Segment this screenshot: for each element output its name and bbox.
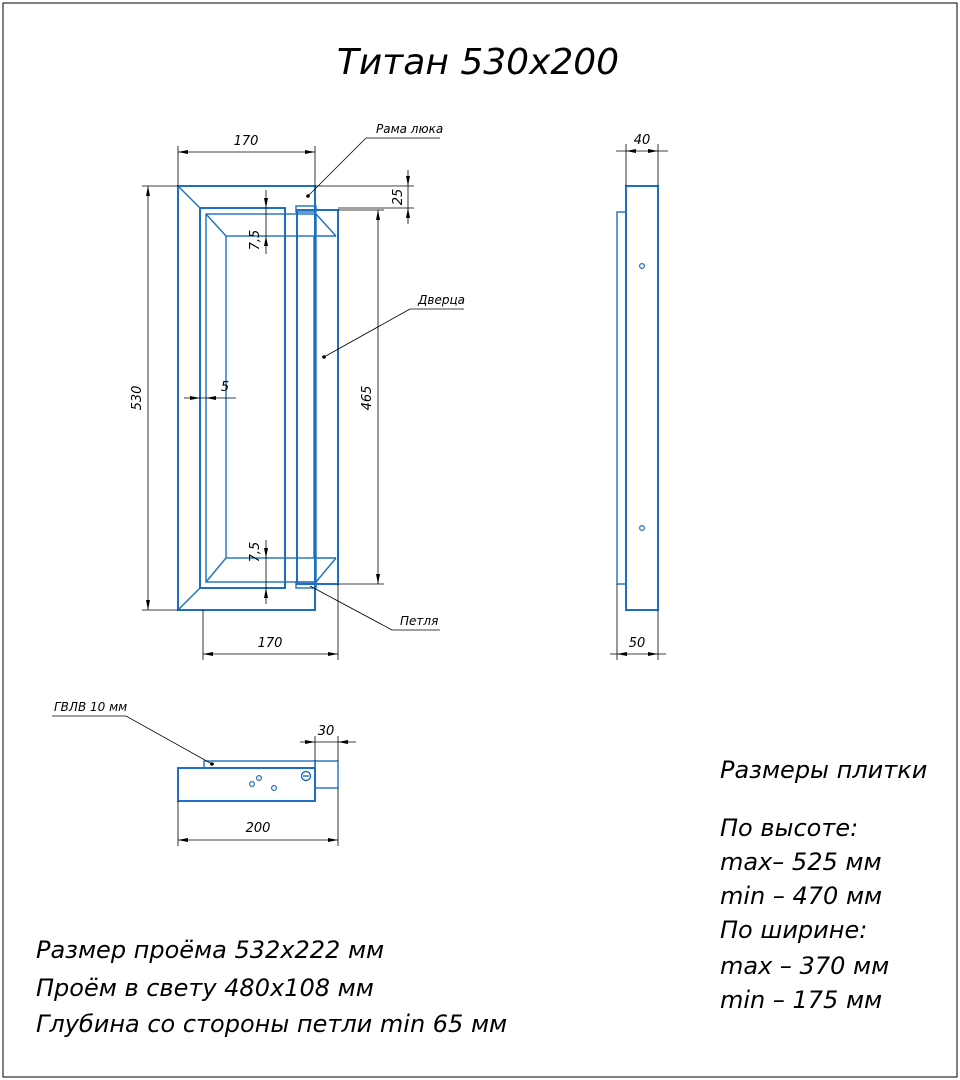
callout-frame: Рама люка	[376, 122, 444, 136]
dim-top-gap: 25	[391, 188, 406, 206]
tile-heading: Размеры плитки	[720, 756, 928, 784]
tile-height-label: По высоте:	[720, 814, 859, 842]
drawing-title: Титан 530х200	[336, 42, 620, 83]
dim-plan-flange: 30	[317, 724, 335, 739]
tile-width-max: max – 370 мм	[720, 952, 890, 980]
plan-body	[178, 768, 315, 801]
plan-view	[52, 700, 356, 846]
plan-flange	[315, 761, 338, 788]
dim-inner-height: 465	[360, 385, 375, 411]
tile-height-min: min – 470 мм	[720, 882, 883, 910]
dim-side-depth-top: 40	[633, 133, 651, 148]
side-screw-top	[640, 264, 645, 269]
side-flange	[617, 212, 626, 584]
side-view	[610, 133, 668, 660]
tile-height-max: max– 525 мм	[720, 848, 882, 876]
plan-gvl-layer	[204, 761, 315, 768]
notes	[36, 936, 507, 1038]
callout-gvl: ГВЛВ 10 мм	[54, 700, 128, 714]
dim-height: 530	[130, 385, 145, 411]
tile-sizes	[720, 756, 927, 1014]
side-screw-bottom	[640, 526, 645, 531]
side-body	[626, 186, 658, 610]
note-depth: Глубина со стороны петли min 65 мм	[36, 1010, 508, 1038]
tile-width-label: По ширине:	[720, 916, 868, 944]
tile-width-min: min – 175 мм	[720, 986, 883, 1014]
callout-door: Дверца	[418, 293, 465, 307]
callout-hinge: Петля	[400, 614, 439, 628]
dim-bottom-width: 170	[257, 636, 283, 651]
front-view	[130, 122, 465, 660]
dim-top-width: 170	[233, 134, 259, 149]
note-opening: Размер проёма 532х222 мм	[36, 936, 385, 964]
dim-inner-bottom: 7,5	[248, 541, 263, 563]
dim-side-depth-bottom: 50	[628, 636, 646, 651]
door-outline	[297, 210, 338, 584]
dim-inner-top: 7,5	[248, 229, 263, 251]
note-clear: Проём в свету 480х108 мм	[36, 974, 374, 1002]
dim-side-gap: 5	[220, 380, 230, 395]
dim-plan-width: 200	[245, 821, 271, 836]
